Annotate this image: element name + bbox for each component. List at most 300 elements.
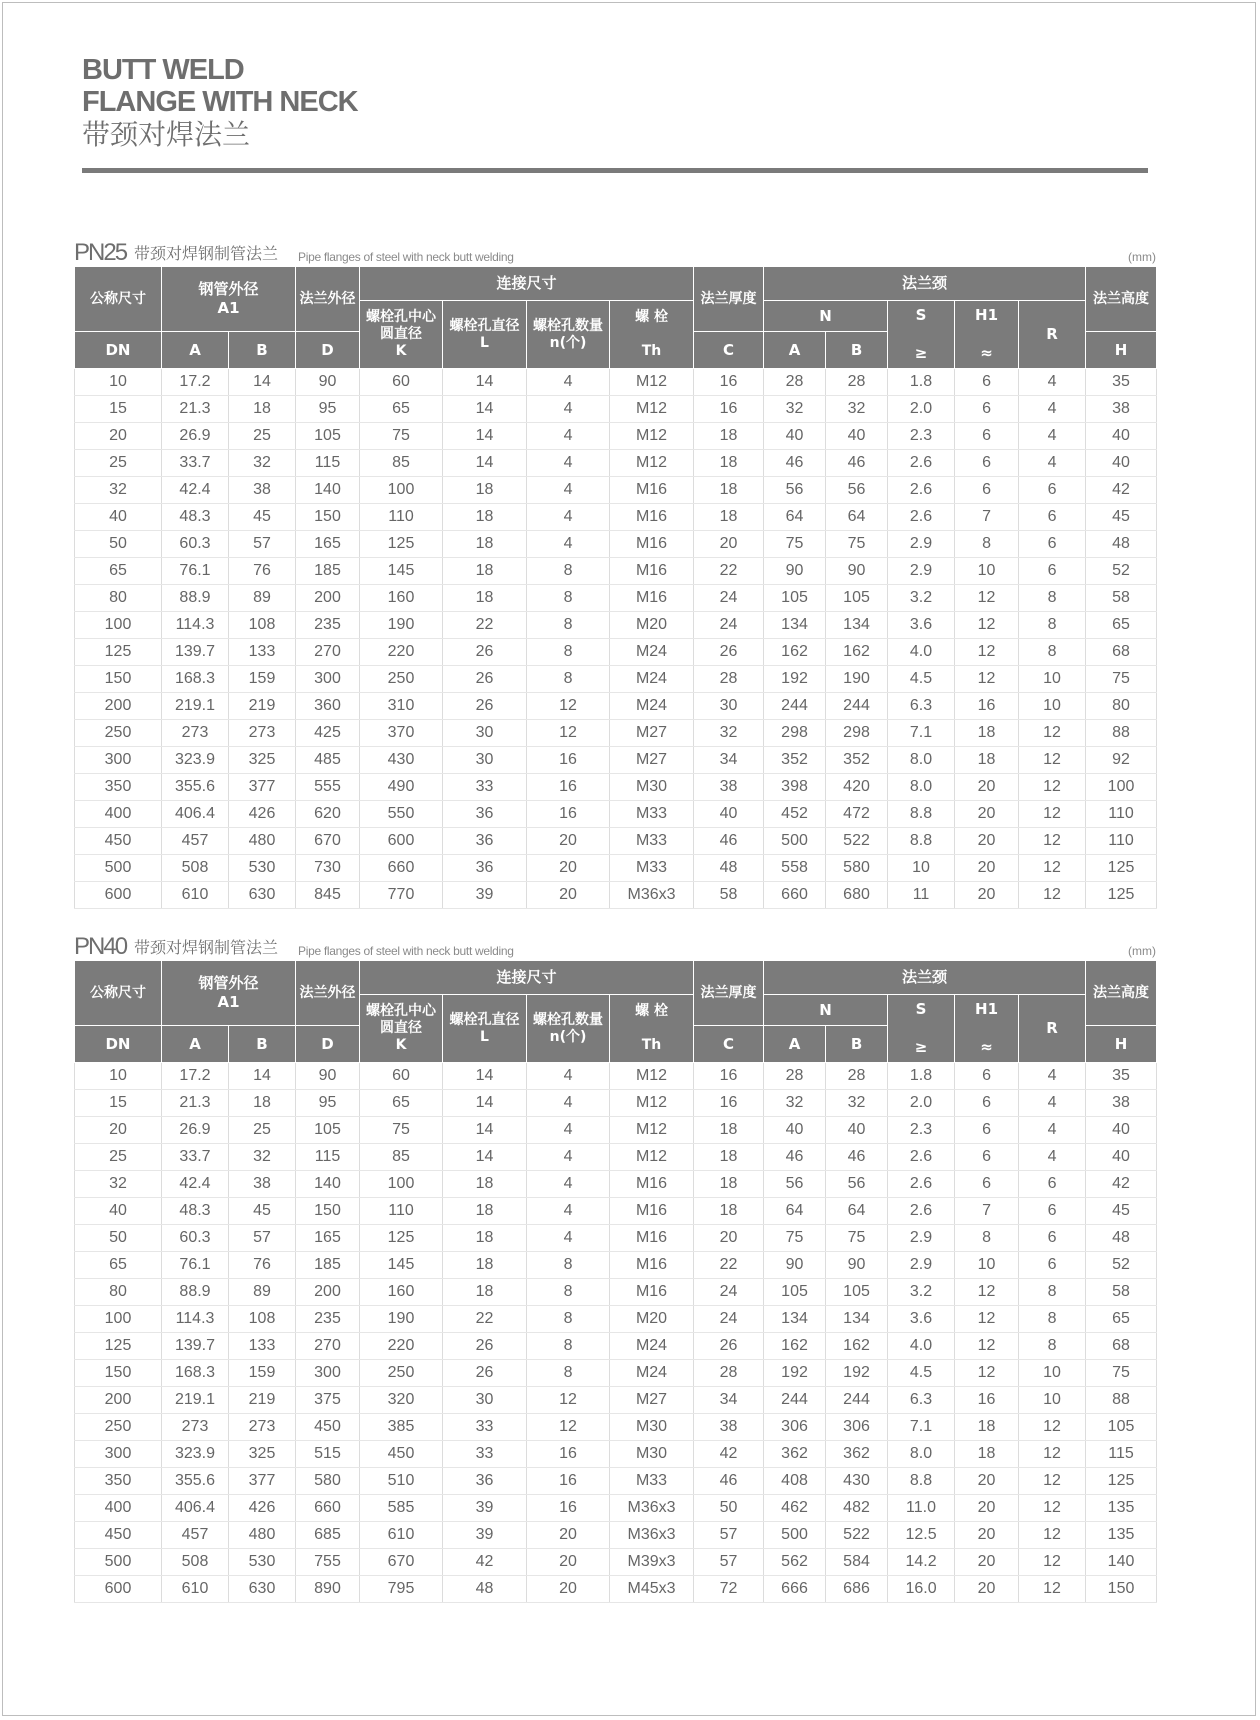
table-cell: 46 xyxy=(694,828,764,855)
table-cell: 10 xyxy=(955,558,1019,585)
table-cell: 20 xyxy=(527,828,610,855)
table-cell: 21.3 xyxy=(162,396,229,423)
table-cell: 108 xyxy=(229,612,296,639)
table-cell: 56 xyxy=(826,477,888,504)
table-cell: 33 xyxy=(443,1414,527,1441)
table-cell: M36x3 xyxy=(610,1495,694,1522)
table-cell: 38 xyxy=(229,1171,296,1198)
col-c: C xyxy=(694,332,764,369)
table-cell: 12 xyxy=(955,1279,1019,1306)
table-cell: 220 xyxy=(360,639,443,666)
table-cell: 273 xyxy=(162,720,229,747)
table-cell: 320 xyxy=(360,1387,443,1414)
table-cell: 16 xyxy=(527,1468,610,1495)
table-cell: 22 xyxy=(443,612,527,639)
table-cell: 36 xyxy=(443,1468,527,1495)
table-cell: 8 xyxy=(527,1252,610,1279)
table-row xyxy=(75,882,1157,909)
table-cell: 162 xyxy=(826,639,888,666)
table-cell: 26 xyxy=(443,1360,527,1387)
section-pn25 xyxy=(74,238,1156,909)
table-cell: 110 xyxy=(1086,828,1157,855)
table-cell: 12 xyxy=(1019,828,1086,855)
table-cell: 34 xyxy=(694,747,764,774)
table-cell: 17.2 xyxy=(162,1063,229,1090)
table-cell: 2.0 xyxy=(888,1090,955,1117)
table-cell: M30 xyxy=(610,1414,694,1441)
table-cell: 4 xyxy=(527,1171,610,1198)
table-cell: 39 xyxy=(443,1495,527,1522)
table-cell: 12 xyxy=(527,1414,610,1441)
table-cell: 42.4 xyxy=(162,477,229,504)
col-pipe-od-code: A1 xyxy=(217,993,240,1011)
table-cell: 105 xyxy=(764,585,826,612)
table-cell: 114.3 xyxy=(162,1306,229,1333)
table-cell: 660 xyxy=(360,855,443,882)
table-cell: 133 xyxy=(229,1333,296,1360)
table-cell: 185 xyxy=(296,558,360,585)
table-cell: 480 xyxy=(229,1522,296,1549)
table-cell: 159 xyxy=(229,1360,296,1387)
table-cell: 72 xyxy=(694,1576,764,1603)
table-cell: 6.3 xyxy=(888,1387,955,1414)
table-cell: 14 xyxy=(443,369,527,396)
table-cell: 190 xyxy=(826,666,888,693)
table-cell: 40 xyxy=(694,801,764,828)
table-cell: 42 xyxy=(1086,477,1157,504)
table-cell: M12 xyxy=(610,369,694,396)
table-row xyxy=(75,1441,1157,1468)
table-cell: 18 xyxy=(443,1171,527,1198)
table-cell: 16 xyxy=(527,747,610,774)
table-cell: 75 xyxy=(1086,1360,1157,1387)
table-cell: 457 xyxy=(162,828,229,855)
col-height: 法兰高度 xyxy=(1086,961,1157,1026)
table-cell: 40 xyxy=(826,423,888,450)
table-cell: 89 xyxy=(229,1279,296,1306)
col-h1 xyxy=(955,995,1019,1063)
table-cell: 46 xyxy=(764,1144,826,1171)
table-cell: 30 xyxy=(443,747,527,774)
table-cell: 10 xyxy=(888,855,955,882)
table-cell: 18 xyxy=(443,1279,527,1306)
table-cell: 10 xyxy=(75,369,162,396)
table-cell: 134 xyxy=(826,612,888,639)
table-row xyxy=(75,1198,1157,1225)
col-pipe-od-label: 钢管外径 xyxy=(198,974,259,992)
table-cell: 14 xyxy=(443,423,527,450)
table-cell: 510 xyxy=(360,1468,443,1495)
table-cell: 300 xyxy=(75,747,162,774)
col-s xyxy=(888,995,955,1063)
table-cell: 8 xyxy=(1019,1306,1086,1333)
table-cell: 8.8 xyxy=(888,828,955,855)
table-cell: 135 xyxy=(1086,1522,1157,1549)
col-n-code: n(个) xyxy=(549,334,587,351)
col-dn-name: 公称尺寸 xyxy=(75,961,162,1026)
table-row xyxy=(75,450,1157,477)
table-cell: M24 xyxy=(610,639,694,666)
table-cell: 40 xyxy=(1086,1144,1157,1171)
table-cell: 306 xyxy=(826,1414,888,1441)
table-cell: 2.9 xyxy=(888,1225,955,1252)
table-cell: 76 xyxy=(229,558,296,585)
table-cell: M16 xyxy=(610,558,694,585)
table-cell: 450 xyxy=(296,1414,360,1441)
table-cell: 398 xyxy=(764,774,826,801)
table-cell: 522 xyxy=(826,828,888,855)
table-cell: 377 xyxy=(229,774,296,801)
table-cell: 192 xyxy=(764,1360,826,1387)
table-cell: 270 xyxy=(296,639,360,666)
table-cell: 2.6 xyxy=(888,450,955,477)
table-cell: 18 xyxy=(955,1414,1019,1441)
table-cell: 34 xyxy=(694,1387,764,1414)
table-cell: 162 xyxy=(764,1333,826,1360)
table-cell: 57 xyxy=(229,531,296,558)
table-cell: 134 xyxy=(826,1306,888,1333)
table-row xyxy=(75,1495,1157,1522)
table-cell: 45 xyxy=(229,504,296,531)
table-cell: 38 xyxy=(694,774,764,801)
table-row xyxy=(75,828,1157,855)
table-cell: 45 xyxy=(1086,504,1157,531)
table-cell: 40 xyxy=(1086,423,1157,450)
table-cell: 630 xyxy=(229,1576,296,1603)
table-cell: 56 xyxy=(764,477,826,504)
table-cell: 6 xyxy=(955,477,1019,504)
table-cell: 12 xyxy=(1019,1549,1086,1576)
table-cell: 355.6 xyxy=(162,774,229,801)
table-cell: 40 xyxy=(1086,450,1157,477)
table-cell: 26 xyxy=(443,639,527,666)
table-cell: 6 xyxy=(1019,477,1086,504)
table-cell: M20 xyxy=(610,612,694,639)
title-divider xyxy=(82,168,1148,173)
table-cell: 8.0 xyxy=(888,747,955,774)
table-cell: 250 xyxy=(75,1414,162,1441)
table-cell: M27 xyxy=(610,1387,694,1414)
table-cell: M24 xyxy=(610,666,694,693)
table-cell: 18 xyxy=(443,585,527,612)
table-cell: 4.5 xyxy=(888,666,955,693)
table-cell: 50 xyxy=(75,1225,162,1252)
table-cell: 300 xyxy=(296,1360,360,1387)
col-h1-sym: ≈ xyxy=(980,344,993,362)
col-a: A xyxy=(162,332,229,369)
table-row xyxy=(75,1522,1157,1549)
table-cell: 32 xyxy=(75,477,162,504)
table-cell: M12 xyxy=(610,1063,694,1090)
table-row xyxy=(75,1090,1157,1117)
table-cell: 48.3 xyxy=(162,504,229,531)
table-cell: 105 xyxy=(826,1279,888,1306)
table-cell: M33 xyxy=(610,801,694,828)
table-cell: 360 xyxy=(296,693,360,720)
table-cell: 4 xyxy=(527,477,610,504)
table-cell: 33 xyxy=(443,774,527,801)
table-cell: 39 xyxy=(443,1522,527,1549)
table-cell: 22 xyxy=(694,1252,764,1279)
table-cell: 18 xyxy=(443,1198,527,1225)
table-cell: 562 xyxy=(764,1549,826,1576)
col-h: H xyxy=(1086,1026,1157,1063)
table-cell: 20 xyxy=(527,855,610,882)
table-cell: 75 xyxy=(360,1117,443,1144)
col-flange-od: 法兰外径 xyxy=(296,267,360,332)
table-cell: 162 xyxy=(826,1333,888,1360)
table-cell: 660 xyxy=(296,1495,360,1522)
col-flange-od: 法兰外径 xyxy=(296,961,360,1026)
table-cell: 7 xyxy=(955,504,1019,531)
table-row xyxy=(75,504,1157,531)
table-cell: 85 xyxy=(360,1144,443,1171)
table-cell: 6 xyxy=(955,369,1019,396)
table-cell: 4 xyxy=(527,423,610,450)
table-cell: 75 xyxy=(360,423,443,450)
table-cell: 500 xyxy=(75,1549,162,1576)
table-cell: 26 xyxy=(443,1333,527,1360)
table-header xyxy=(75,267,1157,369)
table-cell: 20 xyxy=(955,1495,1019,1522)
table-cell: 377 xyxy=(229,1468,296,1495)
table-cell: M30 xyxy=(610,1441,694,1468)
col-bolt-code: Th xyxy=(641,343,662,359)
table-cell: 12 xyxy=(955,1333,1019,1360)
table-cell: 244 xyxy=(764,693,826,720)
table-cell: 8.0 xyxy=(888,1441,955,1468)
table-cell: 452 xyxy=(764,801,826,828)
table-cell: 298 xyxy=(764,720,826,747)
table-cell: 350 xyxy=(75,774,162,801)
table-cell: 4 xyxy=(527,1225,610,1252)
col-neck-a: A xyxy=(764,1026,826,1063)
table-cell: 105 xyxy=(296,1117,360,1144)
table-cell: 273 xyxy=(229,1414,296,1441)
table-cell: 105 xyxy=(826,585,888,612)
table-cell: 610 xyxy=(162,1576,229,1603)
table-cell: 244 xyxy=(826,1387,888,1414)
table-cell: 4 xyxy=(527,1144,610,1171)
table-cell: 16 xyxy=(527,801,610,828)
table-cell: 46 xyxy=(826,450,888,477)
table-cell: 40 xyxy=(826,1117,888,1144)
table-cell: 426 xyxy=(229,801,296,828)
table-cell: 14 xyxy=(443,396,527,423)
table-cell: 58 xyxy=(1086,585,1157,612)
table-cell: 18 xyxy=(694,1144,764,1171)
table-cell: 18 xyxy=(955,720,1019,747)
table-cell: 38 xyxy=(229,477,296,504)
table-row xyxy=(75,585,1157,612)
table-cell: 2.6 xyxy=(888,477,955,504)
table-cell: 500 xyxy=(764,828,826,855)
table-cell: 6.3 xyxy=(888,693,955,720)
table-cell: 38 xyxy=(1086,396,1157,423)
table-cell: M16 xyxy=(610,531,694,558)
table-cell: 270 xyxy=(296,1333,360,1360)
table-cell: 200 xyxy=(296,585,360,612)
table-cell: 420 xyxy=(826,774,888,801)
table-cell: 20 xyxy=(955,882,1019,909)
table-cell: 57 xyxy=(229,1225,296,1252)
table-cell: 482 xyxy=(826,1495,888,1522)
table-cell: 4 xyxy=(527,1090,610,1117)
col-pipe-od-code: A1 xyxy=(217,299,240,317)
table-cell: 100 xyxy=(75,1306,162,1333)
table-cell: 28 xyxy=(764,369,826,396)
table-cell: 114.3 xyxy=(162,612,229,639)
col-l-label: 螺栓孔直径 xyxy=(449,1011,520,1028)
table-cell: 408 xyxy=(764,1468,826,1495)
table-cell: 24 xyxy=(694,1306,764,1333)
table-cell: 18 xyxy=(229,396,296,423)
table-cell: 60.3 xyxy=(162,531,229,558)
table-row xyxy=(75,1387,1157,1414)
table-cell: 105 xyxy=(1086,1414,1157,1441)
table-cell: 610 xyxy=(360,1522,443,1549)
table-cell: 14 xyxy=(443,1144,527,1171)
col-bolt-label: 螺 栓 xyxy=(635,309,668,325)
table-cell: 4.5 xyxy=(888,1360,955,1387)
table-cell: 16 xyxy=(955,1387,1019,1414)
col-k xyxy=(360,995,443,1063)
table-cell: 250 xyxy=(360,1360,443,1387)
table-cell: 686 xyxy=(826,1576,888,1603)
table-cell: 20 xyxy=(75,1117,162,1144)
table-cell: 88 xyxy=(1086,1387,1157,1414)
table-cell: 80 xyxy=(75,1279,162,1306)
table-cell: 134 xyxy=(764,612,826,639)
table-cell: 7.1 xyxy=(888,1414,955,1441)
table-cell: 14 xyxy=(229,1063,296,1090)
table-cell: 65 xyxy=(1086,612,1157,639)
col-b: B xyxy=(229,332,296,369)
table-cell: 11.0 xyxy=(888,1495,955,1522)
table-cell: 16 xyxy=(527,1495,610,1522)
table-cell: 162 xyxy=(764,639,826,666)
table-cell: 90 xyxy=(826,1252,888,1279)
table-cell: 8 xyxy=(527,612,610,639)
section-unit: (mm) xyxy=(1128,944,1156,958)
table-cell: 52 xyxy=(1086,1252,1157,1279)
table-cell: 190 xyxy=(360,1306,443,1333)
table-cell: 26 xyxy=(443,693,527,720)
table-cell: 8 xyxy=(955,531,1019,558)
table-cell: 16 xyxy=(955,693,1019,720)
table-cell: 75 xyxy=(764,531,826,558)
table-cell: 770 xyxy=(360,882,443,909)
section-unit: (mm) xyxy=(1128,250,1156,264)
table-cell: 426 xyxy=(229,1495,296,1522)
table-cell: 2.6 xyxy=(888,1144,955,1171)
table-cell: 244 xyxy=(764,1387,826,1414)
table-cell: 12 xyxy=(955,639,1019,666)
table-cell: 4.0 xyxy=(888,1333,955,1360)
table-cell: 36 xyxy=(443,828,527,855)
col-l-label: 螺栓孔直径 xyxy=(449,317,520,334)
table-cell: 1.8 xyxy=(888,1063,955,1090)
table-cell: 68 xyxy=(1086,1333,1157,1360)
table-cell: 12 xyxy=(1019,1576,1086,1603)
table-cell: 620 xyxy=(296,801,360,828)
table-cell: 14 xyxy=(443,1090,527,1117)
table-cell: 139.7 xyxy=(162,1333,229,1360)
table-cell: M20 xyxy=(610,1306,694,1333)
table-cell: 3.6 xyxy=(888,1306,955,1333)
table-row xyxy=(75,396,1157,423)
table-cell: 4 xyxy=(527,1063,610,1090)
table-cell: 250 xyxy=(360,666,443,693)
table-cell: 18 xyxy=(694,423,764,450)
table-cell: 6 xyxy=(955,1090,1019,1117)
table-cell: M33 xyxy=(610,1468,694,1495)
table-cell: 168.3 xyxy=(162,666,229,693)
table-cell: 90 xyxy=(296,369,360,396)
table-cell: 400 xyxy=(75,801,162,828)
table-cell: 42 xyxy=(1086,1171,1157,1198)
table-cell: 58 xyxy=(1086,1279,1157,1306)
table-cell: 125 xyxy=(75,639,162,666)
table-cell: 24 xyxy=(694,1279,764,1306)
table-cell: 6 xyxy=(955,396,1019,423)
table-cell: 7.1 xyxy=(888,720,955,747)
table-cell: 110 xyxy=(1086,801,1157,828)
table-cell: 4.0 xyxy=(888,639,955,666)
table-cell: 6 xyxy=(955,450,1019,477)
col-k xyxy=(360,301,443,369)
table-cell: M16 xyxy=(610,477,694,504)
col-pipe-od xyxy=(162,267,296,332)
table-cell: M12 xyxy=(610,1090,694,1117)
col-k-code: K xyxy=(395,1037,407,1053)
table-cell: M16 xyxy=(610,1252,694,1279)
table-cell: 26.9 xyxy=(162,1117,229,1144)
table-cell: 8 xyxy=(1019,612,1086,639)
col-n-code: n(个) xyxy=(549,1028,587,1045)
table-row xyxy=(75,1306,1157,1333)
table-row xyxy=(75,1225,1157,1252)
table-cell: 450 xyxy=(75,1522,162,1549)
col-s-label: S xyxy=(915,1000,927,1018)
table-cell: 32 xyxy=(764,1090,826,1117)
table-cell: 585 xyxy=(360,1495,443,1522)
table-cell: 16 xyxy=(694,1090,764,1117)
table-cell: M16 xyxy=(610,1198,694,1225)
table-row xyxy=(75,693,1157,720)
table-cell: 125 xyxy=(360,1225,443,1252)
table-cell: 100 xyxy=(360,477,443,504)
table-cell: 21.3 xyxy=(162,1090,229,1117)
table-cell: 42.4 xyxy=(162,1171,229,1198)
table-cell: 10 xyxy=(1019,666,1086,693)
table-cell: 18 xyxy=(443,1252,527,1279)
table-cell: 4 xyxy=(1019,423,1086,450)
table-cell: 46 xyxy=(694,1468,764,1495)
table-cell: 28 xyxy=(694,666,764,693)
col-n-label: 螺栓孔数量 xyxy=(533,317,604,334)
table-cell: 500 xyxy=(75,855,162,882)
section-title-en: Pipe flanges of steel with neck butt welding xyxy=(298,250,514,264)
col-neck-n: N xyxy=(764,301,888,332)
table-cell: 159 xyxy=(229,666,296,693)
table-cell: 522 xyxy=(826,1522,888,1549)
col-dn: DN xyxy=(75,1026,162,1063)
section-title-cn: 带颈对焊钢制管法兰 xyxy=(134,938,279,957)
table-cell: 24 xyxy=(694,585,764,612)
table-cell: 406.4 xyxy=(162,1495,229,1522)
table-cell: 20 xyxy=(527,1549,610,1576)
